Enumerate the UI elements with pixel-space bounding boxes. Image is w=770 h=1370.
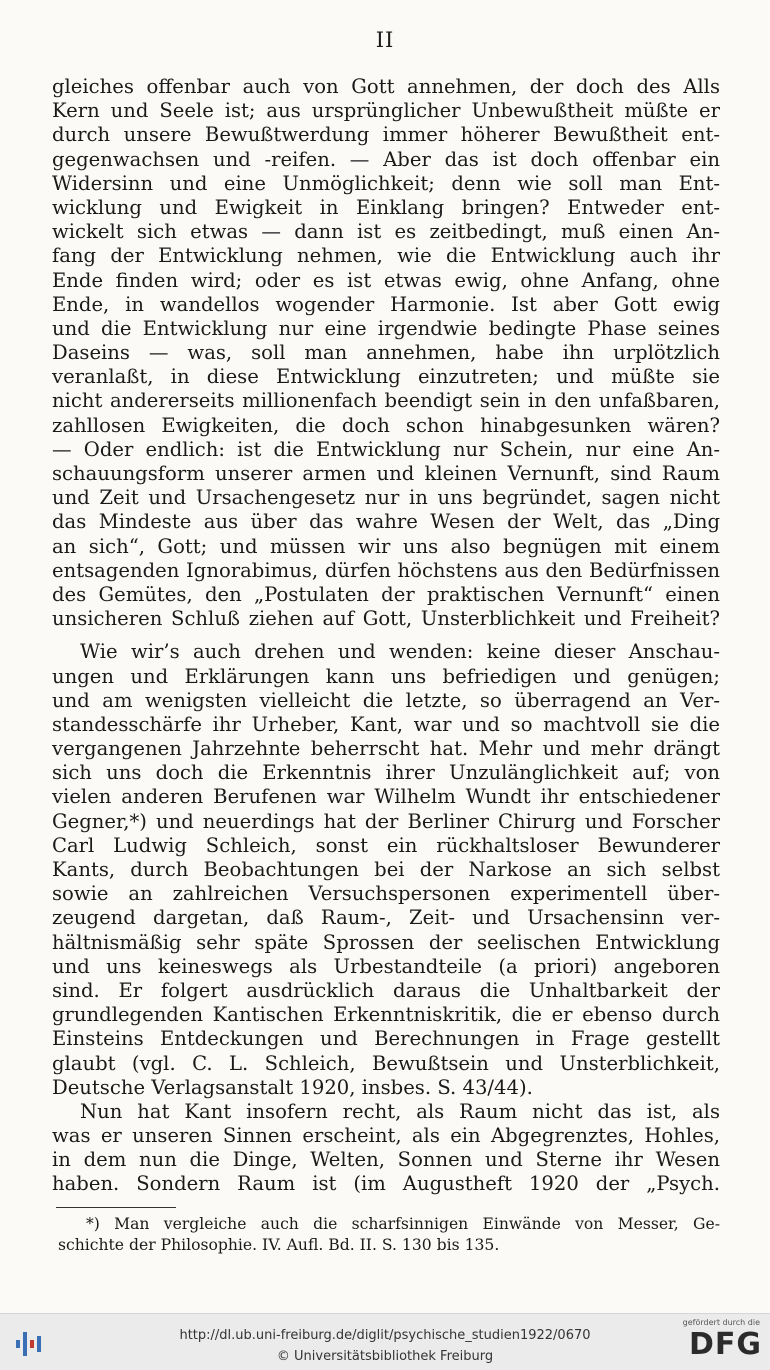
text-line: Kern und Seele ist; aus ursprünglicher Unbewußtheit müßte er	[52, 99, 720, 123]
footnote	[58, 1214, 720, 1256]
text-line: Daseins — was, soll man annehmen, habe ihn urplötzlich	[52, 341, 720, 365]
permalink-url[interactable]: http://dl.ub.uni-freiburg.de/diglit/psychische_studien1922/0670	[179, 1328, 591, 1343]
text-line: wicklung und Ewigkeit in Einklang bringen? Entweder ent-	[52, 195, 720, 219]
text-line: Ende finden wird; oder es ist etwas ewig, ohne Anfang, ohne	[52, 268, 720, 292]
text-line: Ende, in wandellos wogender Harmonie. Ist aber Gott ewig	[52, 292, 720, 316]
text-line: fang der Entwicklung nehmen, wie die Entwicklung auch ihr	[52, 244, 720, 268]
text-line: Widersinn und eine Unmöglichkeit; denn wie soll man Ent-	[52, 171, 720, 195]
text-line: gleiches offenbar auch von Gott annehmen, der doch des Alls	[52, 75, 720, 98]
text-line: — Oder endlich: ist die Entwicklung nur Schein, nur eine An-	[52, 437, 720, 461]
text-line: in dem nun die Dinge, Welten, Sonnen und Sterne ihr Wesen	[52, 1148, 720, 1172]
paragraph-2	[52, 640, 720, 1100]
text-line: unsicheren Schluß ziehen auf Gott, Unsterblichkeit und Freiheit?	[52, 607, 720, 631]
dfg-caption: gefördert durch die	[682, 1318, 760, 1327]
text-line: zahllosen Ewigkeiten, die doch schon hinabgesunken wären?	[52, 413, 720, 437]
text-line: sind. Er folgert ausdrücklich daraus die Unhaltbarkeit der	[52, 978, 720, 1002]
text-line: was er unseren Sinnen erscheint, als ein Abgegrenztes, Hohles,	[52, 1124, 720, 1148]
text-line: Nun hat Kant insofern recht, als Raum nicht das ist, als	[80, 1099, 720, 1123]
text-line: und am wenigsten vielleicht die letzte, so überragend an Ver-	[52, 688, 720, 712]
text-line: ungen und Erklärungen kann uns befriedigen und genügen;	[52, 664, 720, 688]
text-line: nicht andererseits millionenfach beendigt sein in den unfaßbaren,	[52, 389, 720, 413]
text-line: Gegner,*) und neuerdings hat der Berliner Chirurg und Forscher	[52, 809, 720, 833]
text-line: Kants, durch Beobachtungen bei der Narkose an sich selbst	[52, 858, 720, 881]
paragraph-3	[52, 1100, 720, 1197]
text-line: schauungsform unserer armen und kleinen Vernunft, sind Raum	[52, 462, 720, 485]
text-line: Deutsche Verlagsanstalt 1920, insbes. S. 43/44).	[52, 1075, 533, 1099]
viewer-footer	[0, 1313, 770, 1370]
text-line: sowie an zahlreichen Versuchspersonen experimentell über-	[52, 882, 720, 906]
text-line: vielen anderen Berufenen war Wilhelm Wundt ihr entschiedener	[52, 785, 720, 809]
text-line: sich uns doch die Erkenntnis ihrer Unzulänglichkeit auf; von	[52, 761, 720, 785]
text-line: an sich“, Gott; und müssen wir uns also begnügen mit einem	[52, 534, 720, 558]
text-line: entsagenden Ignorabimus, dürfen höchstens aus den Bedürfnissen	[52, 558, 720, 582]
text-line: durch unsere Bewußtwerdung immer höherer Bewußtheit ent-	[52, 123, 720, 147]
text-line: und uns keineswegs als Urbestandteile (a priori) angeboren	[52, 954, 720, 978]
text-line: und die Entwicklung nur eine irgendwie bedingte Phase seines	[52, 316, 720, 340]
text-line: hältnismäßig sehr späte Sprossen der seelischen Entwicklung	[52, 930, 720, 954]
text-line: und Zeit und Ursachengesetz nur in uns begründet, sagen nicht	[52, 486, 720, 510]
text-line: vergangenen Jahrzehnte beherrscht hat. Mehr und mehr drängt	[52, 737, 720, 761]
text-line: Carl Ludwig Schleich, sonst ein rückhaltsloser Bewunderer	[52, 833, 720, 857]
text-line: wickelt sich etwas — dann ist es zeitbedingt, muß einen An-	[52, 220, 720, 244]
text-line: grundlegenden Kantischen Erkenntniskritik, die er ebenso durch	[52, 1003, 720, 1027]
text-line: Einsteins Entdeckungen und Berechnungen in Frage gestellt	[52, 1027, 720, 1051]
text-line: das Mindeste aus über das wahre Wesen der Welt, das „Ding	[52, 510, 720, 534]
dfg-logo[interactable]	[680, 1318, 762, 1368]
page-number: II	[375, 28, 395, 52]
text-line: standesschärfe ihr Urheber, Kant, war und so machtvoll sie die	[52, 712, 720, 736]
footnote-line: *) Man vergleiche auch die scharfsinnigen Einwände von Messer, Ge-	[86, 1215, 720, 1233]
footnote-line: schichte der Philosophie. IV. Aufl. Bd. II. S. 130 bis 135.	[58, 1236, 500, 1254]
paragraph-1	[52, 75, 720, 631]
text-line: zeugend dargetan, daß Raum-, Zeit- und Ursachensinn ver-	[52, 906, 720, 930]
text-line: veranlaßt, in diese Entwicklung einzutreten; und müßte sie	[52, 365, 720, 389]
text-line: glaubt (vgl. C. L. Schleich, Bewußtsein und Unsterblichkeit,	[52, 1051, 720, 1075]
copyright-notice: © Universitätsbibliothek Freiburg	[276, 1349, 494, 1364]
text-line: haben. Sondern Raum ist (im Augustheft 1920 der „Psych.	[52, 1172, 720, 1196]
body-text	[52, 75, 720, 1197]
text-line: Wie wir’s auch drehen und wenden: keine dieser Anschau-	[80, 640, 720, 664]
text-line: des Gemütes, den „Postulaten der praktischen Vernunft“ einen	[52, 582, 720, 606]
footnote-divider	[56, 1207, 176, 1208]
text-line: gegenwachsen und -reifen. — Aber das ist doch offenbar ein	[52, 147, 720, 171]
dfg-wordmark: DFG	[688, 1327, 762, 1362]
